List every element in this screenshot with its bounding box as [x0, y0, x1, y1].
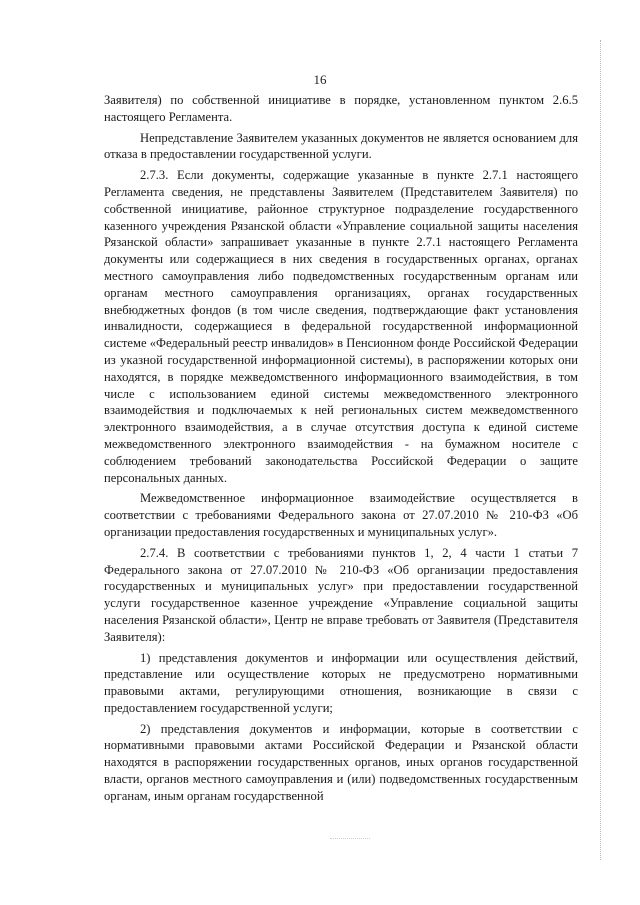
list-item-2: 2) представления документов и информации, которые в соответствии с нормативными правовыми актами Российской Федерации и Рязанской области находятся в распоряжении государственных органов, иных органов государственной власти, органов местного самоуправления и (или) подведомственных государственным органам, иным органам государственной	[104, 721, 578, 803]
paragraph-2-7-4: 2.7.4. В соответствии с требованиями пунктов 1, 2, 4 части 1 статьи 7 Федерального закона от 27.07.2010 № 210-ФЗ «Об организации предоставления государственных и муниципальных услуг» при предоставлении государственной услуги государственное казенное учреждение «Управление социальной защиты населения Рязанской области», Центр не вправе требовать от Заявителя (Представителя Заявителя):	[104, 545, 578, 644]
paragraph-continuation: Заявителя) по собственной инициативе в порядке, установленном пунктом 2.6.5 настоящего Регламента.	[104, 93, 578, 124]
scan-artifact	[330, 838, 370, 847]
page-number: 16	[313, 72, 327, 87]
document-body	[104, 92, 578, 805]
scan-edge-line	[600, 40, 602, 860]
paragraph-2-7-3: 2.7.3. Если документы, содержащие указанные в пункте 2.7.1 настоящего Регламента сведения, не представлены Заявителем (Представителем Заявителя) по собственной инициативе, районное структурное подразделение государственного казенного учреждения Рязанской области «Управление социальной защиты населения Рязанской области» запрашивает указанные в пункте 2.7.1 настоящего Регламента документы или содержащиеся в них сведения в государственных органах, органах местного самоуправления либо подведомственных государственным органам или органам местного самоуправления организациях, органах государственных внебюджетных фондов (в том числе сведения, подтверждающие факт установления инвалидности, содержащиеся в федеральной государственной информационной системе «Федеральный реестр инвалидов» в Пенсионном фонде Российской Федерации из указной государственной информационной системы), в распоряжении которых они находятся, в порядке межведомственного информационного взаимодействия, в том числе с использованием единой системы межведомственного электронного взаимодействия и подключаемых к ней региональных систем межведомственного электронного взаимодействия, а в случае отсутствия доступа к единой системе межведомственного электронного взаимодействия - на бумажном носителе с соблюдением требований законодательства Российской Федерации о защите персональных данных.	[104, 168, 578, 485]
paragraph-non-submission: Непредставление Заявителем указанных документов не является основанием для отказа в предоставлении государственной услуги.	[104, 130, 578, 162]
paragraph-interagency: Межведомственное информационное взаимодействие осуществляется в соответствии с требованиями Федерального закона от 27.07.2010 № 210-ФЗ «Об организации предоставления государственных и муниципальных услуг».	[104, 491, 578, 539]
list-item-1: 1) представления документов и информации или осуществления действий, представление или осуществление которых не предусмотрено нормативными правовыми актами, регулирующими отношения, возникающие в связи с предоставлением государственной услуги;	[104, 650, 578, 715]
